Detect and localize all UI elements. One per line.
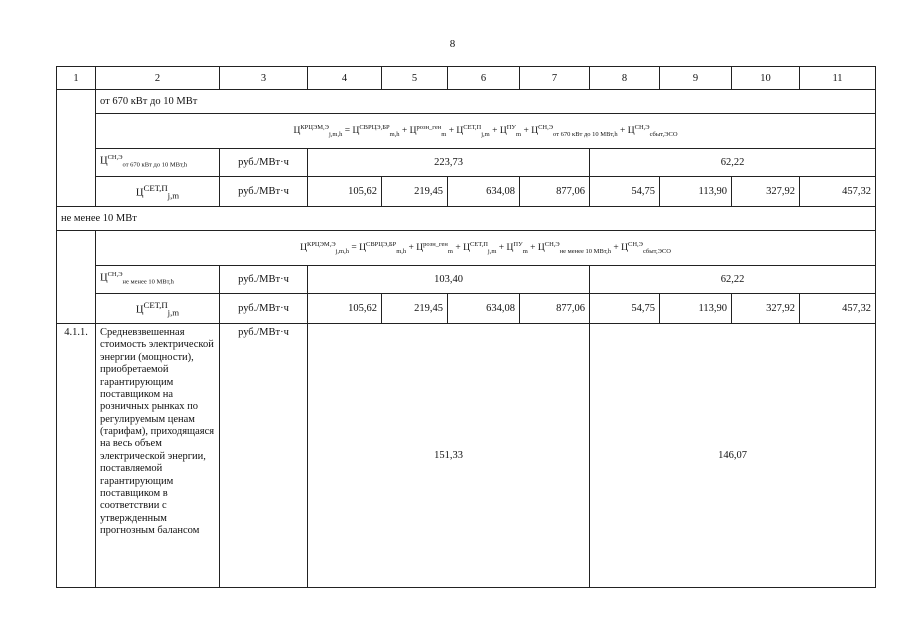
header-cell: 9 xyxy=(660,67,732,90)
row-label: $Ц^{СЕТ,П}_{j,m}$ xyxy=(96,294,220,324)
value-cell: 457,32 xyxy=(800,177,876,207)
header-cell: 2 xyxy=(96,67,220,90)
value-cell: 877,06 xyxy=(520,177,590,207)
network-price-row xyxy=(57,177,876,207)
network-price-row xyxy=(57,294,876,324)
header-cell: 11 xyxy=(800,67,876,90)
section-title-row xyxy=(57,207,876,231)
empty-number-cell xyxy=(57,231,96,324)
header-cell: 8 xyxy=(590,67,660,90)
header-cell: 5 xyxy=(382,67,448,90)
item-description: Средневзвешенная стоимость электрической энергии (мощности), приобретаемой гарантирующим поставщиком на розничных рынках по регулируемым ценам (тарифам), приходящаяся на весь объем электрической энергии, поставляемой гарантирующим поставщиком в соответствии с утвержденным прогнозным балансом xyxy=(96,324,220,588)
sales-markup-row xyxy=(57,266,876,294)
unit-cell: руб./МВт·ч xyxy=(220,294,308,324)
value-cell: 113,90 xyxy=(660,177,732,207)
tariff-table xyxy=(56,66,876,588)
value-cell: 219,45 xyxy=(382,177,448,207)
value-cell: 634,08 xyxy=(448,177,520,207)
value-cell: 457,32 xyxy=(800,294,876,324)
header-row xyxy=(57,67,876,90)
value-cell: 103,40 xyxy=(308,266,590,294)
item-row xyxy=(57,324,876,588)
value-cell: 327,92 xyxy=(732,177,800,207)
unit-cell: руб./МВт·ч xyxy=(220,266,308,294)
value-cell: 223,73 xyxy=(308,149,590,177)
value-cell: 54,75 xyxy=(590,294,660,324)
section-title-row xyxy=(57,90,876,114)
row-label: $Ц^{СН,Э}_{от 670 кВт до 10 МВт,h}$ xyxy=(96,149,220,177)
value-cell: 62,22 xyxy=(590,149,876,177)
empty-number-cell xyxy=(57,90,96,207)
value-cell: 219,45 xyxy=(382,294,448,324)
header-cell: 3 xyxy=(220,67,308,90)
value-cell: 877,06 xyxy=(520,294,590,324)
formula-row xyxy=(57,114,876,149)
price-formula: $Ц^{КРЦЭМ,Э}_{j,m,h} = Ц^{СВРЦЭ,БР}_{m,h} + Ц^{розн\_ген}_m + Ц^{СЕТ,П}_{j,m} + Ц^{ПУ}_m + Ц^{СН,Э}_{не менее 10 МВт,h} + Ц^{СН,Э}_{сбыт,ЭСО}$ xyxy=(96,231,876,266)
unit-cell: руб./МВт·ч xyxy=(220,177,308,207)
value-cell: 634,08 xyxy=(448,294,520,324)
row-label: $Ц^{СН,Э}_{не менее 10 МВт,h}$ xyxy=(96,266,220,294)
unit-cell: руб./МВт·ч xyxy=(220,324,308,588)
sales-markup-row xyxy=(57,149,876,177)
header-cell: 6 xyxy=(448,67,520,90)
value-cell: 146,07 xyxy=(590,324,876,588)
header-cell: 10 xyxy=(732,67,800,90)
formula-row xyxy=(57,231,876,266)
value-cell: 327,92 xyxy=(732,294,800,324)
page-number: 8 xyxy=(449,38,456,50)
value-cell: 151,33 xyxy=(308,324,590,588)
value-cell: 54,75 xyxy=(590,177,660,207)
header-cell: 7 xyxy=(520,67,590,90)
value-cell: 62,22 xyxy=(590,266,876,294)
row-label: $Ц^{СЕТ,П}_{j,m}$ xyxy=(96,177,220,207)
price-formula: $Ц^{КРЦЭМ,Э}_{j,m,h} = Ц^{СВРЦЭ,БР}_{m,h} + Ц^{розн\_ген}_m + Ц^{СЕТ,П}_{j,m} + Ц^{ПУ}_m + Ц^{СН,Э}_{от 670 кВт до 10 МВт,h} + Ц^{СН,Э}_{сбыт,ЭСО}$ xyxy=(96,114,876,149)
section-title: от 670 кВт до 10 МВт xyxy=(96,90,876,114)
value-cell: 105,62 xyxy=(308,294,382,324)
header-cell: 1 xyxy=(57,67,96,90)
value-cell: 113,90 xyxy=(660,294,732,324)
header-cell: 4 xyxy=(308,67,382,90)
section-title: не менее 10 МВт xyxy=(57,207,876,231)
item-number: 4.1.1. xyxy=(57,324,96,588)
value-cell: 105,62 xyxy=(308,177,382,207)
unit-cell: руб./МВт·ч xyxy=(220,149,308,177)
